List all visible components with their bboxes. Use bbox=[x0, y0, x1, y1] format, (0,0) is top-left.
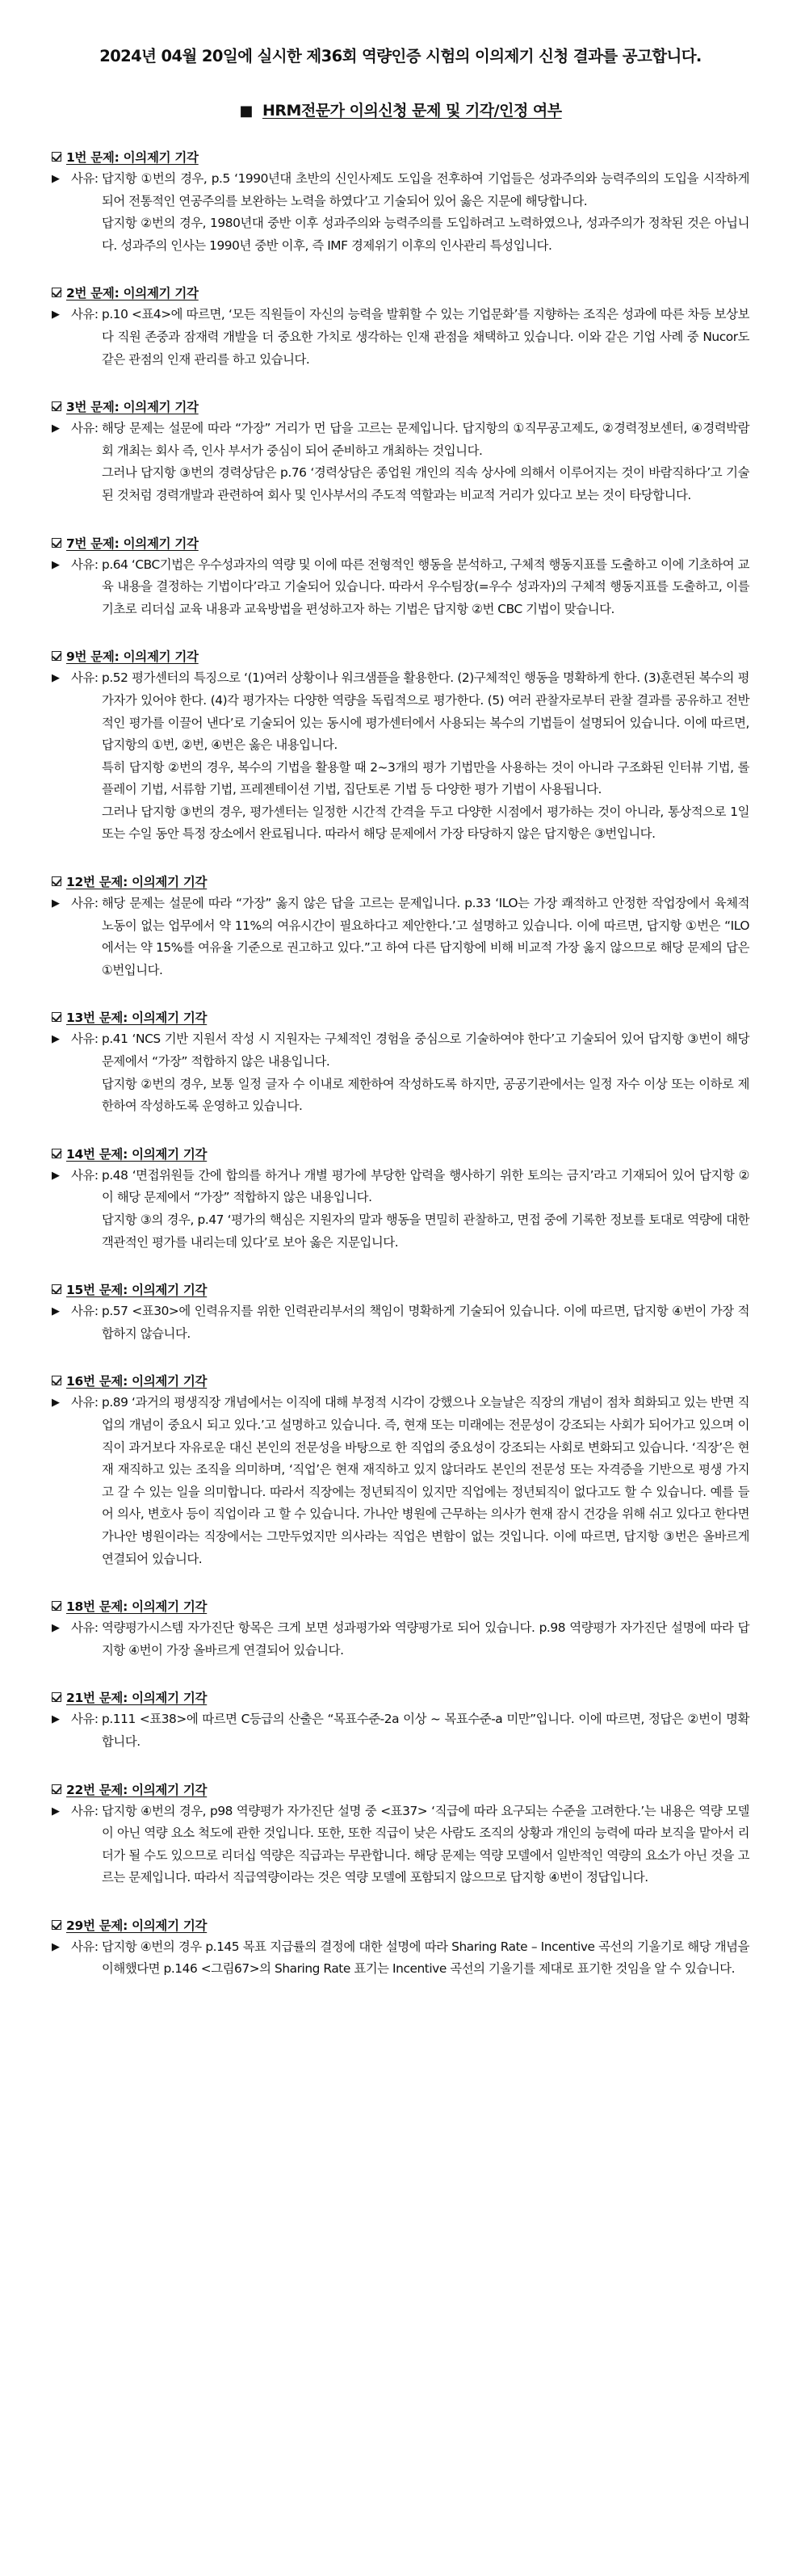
checkbox-checked-icon bbox=[52, 1149, 61, 1158]
reason-paragraph: 답지항 ③의 경우, p.47 ‘평가의 핵심은 지원자의 말과 행동을 면밀히 관찰하고, 면접 중에 기록한 정보를 토대로 역량에 대한 객관적인 평가를 내리는데 있다’로 보아 옳은 지문입니다. bbox=[102, 1212, 749, 1250]
item-heading bbox=[52, 647, 749, 665]
triangle-bullet-icon: ▶ bbox=[52, 672, 60, 685]
item-heading-text: 29번 문제: 이의제기 기각 bbox=[66, 1918, 208, 1933]
reason-block bbox=[52, 1301, 749, 1345]
reason-block bbox=[52, 304, 749, 371]
checkbox-checked-icon bbox=[52, 1601, 61, 1611]
objection-item bbox=[52, 1688, 749, 1753]
checkbox-checked-icon bbox=[52, 1692, 61, 1702]
item-heading bbox=[52, 1280, 749, 1298]
reason-block bbox=[52, 1028, 749, 1117]
item-heading bbox=[52, 1916, 749, 1934]
reason-label: 사유: bbox=[71, 1167, 103, 1183]
checkbox-checked-icon bbox=[52, 538, 61, 548]
item-heading-text: 14번 문제: 이의제기 기각 bbox=[66, 1146, 208, 1162]
reason-paragraph: p.111 <표38>에 따르면 C등급의 산출은 “목표수준-2a 이상 ~ 목표수준-a 미만”입니다. 이에 따르면, 정답은 ②번이 명확합니다. bbox=[102, 1712, 749, 1749]
reason-paragraph: 그러나 답지항 ③번의 경우, 평가센터는 일정한 시간적 간격을 두고 다양한 시점에서 평가하는 것이 아니라, 통상적으로 1일 또는 수일 동안 특정 장소에서 완료됩니다. 따라서 해당 문제에서 가장 타당하지 않은 답지항은 ③번입니다. bbox=[102, 804, 749, 842]
item-heading bbox=[52, 534, 749, 552]
reason-paragraph: 그러나 답지항 ③번의 경력상담은 p.76 ‘경력상담은 종업원 개인의 직속 상사에 의해서 이루어지는 것이 바람직하다’고 기술된 것처럼 경력개발과 관련하여 회사 및 인사부서의 주도적 역할과는 비교적 거리가 있다고 보는 것이 타당합니다. bbox=[102, 465, 749, 502]
triangle-bullet-icon: ▶ bbox=[52, 558, 60, 571]
reason-paragraph: p.52 평가센터의 특징으로 ‘(1)여러 상황이나 워크샘플을 활용한다. (2)구체적인 행동을 명확하게 한다. (3)훈련된 복수의 평가자가 있어야 한다. (4)각 평가자는 다양한 역량을 독립적으로 평가한다. (5) 여러 관찰자로부터 관찰 결과를 공유하고 전반적인 평가를 이끌어 낸다’로 기술되어 있는 동시에 평가센터에서 사용되는 복수의 기법들이 설명되어 있습니다. 이에 따르면, 답지항의 ①번, ②번, ④번은 옳은 내용입니다. bbox=[102, 670, 749, 753]
item-heading-text: 2번 문제: 이의제기 기각 bbox=[66, 286, 199, 301]
reason-paragraph: 답지항 ①번의 경우, p.5 ‘1990년대 초반의 신인사제도 도입을 전후하여 기업들은 성과주의와 능력주의의 도입을 시작하게 되어 전통적인 연공주의를 보완하는 노력을 하였다’고 기술되어 있어 옳은 지문에 해당합니다. bbox=[102, 171, 749, 208]
checkbox-checked-icon bbox=[52, 401, 61, 411]
reason-label: 사유: bbox=[71, 896, 103, 911]
triangle-bullet-icon: ▶ bbox=[52, 1805, 60, 1817]
reason-label: 사유: bbox=[71, 1395, 103, 1410]
objection-item bbox=[52, 1597, 749, 1662]
item-heading-text: 7번 문제: 이의제기 기각 bbox=[66, 536, 199, 551]
reason-label: 사유: bbox=[71, 1304, 103, 1319]
reason-paragraph: 답지항 ④번의 경우, p98 역량평가 자가진단 설명 중 <표37> ‘직급에 따라 요구되는 수준을 고려한다.’는 내용은 역량 모델이 아닌 역량 요소 척도에 관한 것입니다. 또한, 또한 직급이 낮은 사람도 조직의 상황과 개인의 능력에 따라 보직을 맡아서 리더가 될 수도 있으므로 리더십 역량은 직급과는 무관합니다. 해당 문제는 역량 모델에서 일반적인 역량의 요소가 아닌 것을 고르는 문제입니다. 따라서 직급역량이라는 것은 역량 모델에 포함되지 않으므로 답지항 ④번이 정답입니다. bbox=[102, 1803, 749, 1885]
item-heading bbox=[52, 1780, 749, 1798]
checkbox-checked-icon bbox=[52, 288, 61, 297]
reason-block bbox=[52, 1708, 749, 1753]
reason-block bbox=[52, 1801, 749, 1889]
triangle-bullet-icon: ▶ bbox=[52, 897, 60, 910]
objection-item bbox=[52, 1916, 749, 1981]
reason-label: 사유: bbox=[71, 307, 103, 322]
reason-block bbox=[52, 554, 749, 621]
reason-paragraph: p.48 ‘면접위원들 간에 합의를 하거나 개별 평가에 부당한 압력을 행사하기 위한 토의는 금지’라고 기재되어 있어 답지항 ②이 해당 문제에서 “가장” 적합하지 않은 내용입니다. bbox=[102, 1167, 749, 1205]
reason-paragraph: 해당 문제는 설문에 따라 “가장” 거리가 먼 답을 고르는 문제입니다. 답지항의 ①직무공고제도, ②경력정보센터, ④경력박람회 개최는 회사 즉, 인사 부서가 중심이 되어 준비하고 개최하는 것입니다. bbox=[102, 421, 749, 458]
reason-paragraph: 답지항 ②번의 경우, 1980년대 중반 이후 성과주의와 능력주의를 도입하려고 노력하였으나, 성과주의가 정착된 것은 아닙니다. 성과주의 인사는 1990년 중반 이후, 즉 IMF 경제위기 이후의 인사관리 특성입니다. bbox=[102, 216, 749, 253]
reason-block bbox=[52, 667, 749, 846]
reason-label: 사유: bbox=[71, 1803, 103, 1818]
item-heading bbox=[52, 872, 749, 890]
section-title bbox=[52, 99, 749, 120]
item-heading bbox=[52, 1372, 749, 1389]
triangle-bullet-icon: ▶ bbox=[52, 1305, 60, 1318]
item-heading bbox=[52, 284, 749, 301]
checkbox-checked-icon bbox=[52, 1920, 61, 1930]
checkbox-checked-icon bbox=[52, 152, 61, 162]
objection-item bbox=[52, 1280, 749, 1345]
reason-label: 사유: bbox=[71, 1032, 103, 1047]
triangle-bullet-icon: ▶ bbox=[52, 1397, 60, 1410]
objection-item bbox=[52, 872, 749, 981]
triangle-bullet-icon: ▶ bbox=[52, 1622, 60, 1635]
reason-block bbox=[52, 418, 749, 506]
triangle-bullet-icon: ▶ bbox=[52, 1713, 60, 1726]
reason-paragraph: p.10 <표4>에 따르면, ‘모든 직원들이 자신의 능력을 발휘할 수 있는 기업문화’를 지향하는 조직은 성과에 따른 차등 보상보다 직원 존중과 잠재력 개발을 더 중요한 가치로 생각하는 인재 관점을 채택하고 있습니다. 이와 같은 기업 사례 중 Nucor도 같은 관점의 인재 관리를 하고 있습니다. bbox=[102, 307, 749, 367]
reason-paragraph: p.89 ‘과거의 평생직장 개념에서는 이직에 대해 부정적 시각이 강했으나 오늘날은 직장의 개념이 점차 희화되고 있는 반면 직업의 개념이 중요시 되고 있다.’고 설명하고 있습니다. 즉, 현재 또는 미래에는 전문성이 강조되는 사회가 되어가고 있으며 이직이 과거보다 자유로운 대신 본인의 전문성을 바탕으로 한 직업의 중요성이 강조되는 사회로 변화되고 있습니다. ‘직장’은 현재 재직하고 있는 조직을 의미하며, ‘직업’은 현재 재직하고 있지 않더라도 본인의 전문성 또는 자격증을 기반으로 평생 가지고 갈 수 있는 일을 의미합니다. 따라서 직장에는 정년퇴직이 있지만 직업에는 정년퇴직이 없다고도 할 수 있습니다. 예를 들어 의사, 변호사 등이 직업이라 고 할 수 있습니다. 가나안 병원에 근무하는 의사가 현재 잠시 건강을 위해 쉬고 있다고 한다면 가나안 병원이라는 직장에서는 그만두었지만 의사라는 직업은 변함이 없는 것입니다. 이에 따르면, 답지항 ③번은 올바르게 연결되어 있습니다. bbox=[102, 1395, 749, 1566]
objection-item bbox=[52, 647, 749, 846]
objection-list bbox=[52, 148, 749, 1981]
triangle-bullet-icon: ▶ bbox=[52, 422, 60, 435]
reason-label: 사유: bbox=[71, 421, 103, 436]
item-heading-text: 3번 문제: 이의제기 기각 bbox=[66, 400, 199, 415]
reason-label: 사유: bbox=[71, 670, 103, 686]
checkbox-checked-icon bbox=[52, 651, 61, 661]
item-heading-text: 1번 문제: 이의제기 기각 bbox=[66, 150, 199, 165]
objection-item bbox=[52, 1780, 749, 1889]
objection-item bbox=[52, 1372, 749, 1570]
objection-item bbox=[52, 284, 749, 371]
reason-paragraph: p.64 ‘CBC기법은 우수성과자의 역량 및 이에 따른 전형적인 행동을 분석하고, 구체적 행동지표를 도출하고 이에 기초하여 교육 내용을 결정하는 기법이다’라고 기술되어 있습니다. 따라서 우수팀장(=우수 성과자)의 구체적 행동지표를 도출하고, 이를 기초로 리더십 교육 내용과 교육방법을 편성하고자 하는 기법은 답지항 ②번 CBC 기법이 맞습니다. bbox=[102, 557, 749, 616]
item-heading-text: 21번 문제: 이의제기 기각 bbox=[66, 1691, 208, 1706]
reason-block bbox=[52, 1936, 749, 1981]
item-heading-text: 12번 문제: 이의제기 기각 bbox=[66, 875, 208, 890]
reason-block bbox=[52, 168, 749, 257]
checkbox-checked-icon bbox=[52, 1376, 61, 1385]
objection-item bbox=[52, 148, 749, 257]
checkbox-checked-icon bbox=[52, 1012, 61, 1022]
reason-block bbox=[52, 1165, 749, 1254]
item-heading bbox=[52, 1145, 749, 1162]
triangle-bullet-icon: ▶ bbox=[52, 309, 60, 321]
triangle-bullet-icon: ▶ bbox=[52, 1033, 60, 1046]
reason-paragraph: p.41 ‘NCS 기반 지원서 작성 시 지원자는 구체적인 경험을 중심으로 기술하여야 한다’고 기술되어 있어 답지항 ③번이 해당 문제에서 “가장” 적합하지 않은 내용입니다. bbox=[102, 1032, 749, 1069]
page-title: 2024년 04월 20일에 실시한 제36회 역량인증 시험의 이의제기 신청 결과를 공고합니다. bbox=[99, 47, 702, 65]
reason-label: 사유: bbox=[71, 1939, 103, 1954]
objection-item bbox=[52, 1008, 749, 1117]
item-heading-text: 13번 문제: 이의제기 기각 bbox=[66, 1011, 208, 1026]
checkbox-checked-icon bbox=[52, 1784, 61, 1794]
objection-item bbox=[52, 1145, 749, 1254]
reason-paragraph: 해당 문제는 설문에 따라 “가장” 옳지 않은 답을 고르는 문제입니다. p.33 ‘ILO는 가장 쾌적하고 안정한 작업장에서 육체적 노동이 없는 업무에서 약 11%의 여유시간이 필요하다고 제안한다.’고 설명하고 있습니다. 이에 따르면, 답지항 ①번은 “ILO에서는 약 15%를 여유율 기준으로 권고하고 있다.”고 하여 다른 답지항에 비해 비교적 가장 옳지 않으므로 해당 문제의 답은 ①번입니다. bbox=[102, 896, 749, 977]
reason-block bbox=[52, 1617, 749, 1662]
objection-item bbox=[52, 534, 749, 621]
item-heading bbox=[52, 1008, 749, 1026]
item-heading-text: 18번 문제: 이의제기 기각 bbox=[66, 1599, 208, 1615]
item-heading-text: 15번 문제: 이의제기 기각 bbox=[66, 1283, 208, 1298]
triangle-bullet-icon: ▶ bbox=[52, 1169, 60, 1182]
reason-label: 사유: bbox=[71, 1620, 103, 1636]
reason-paragraph: 특히 답지항 ②번의 경우, 복수의 기법을 활용할 때 2~3개의 평가 기법만을 사용하는 것이 아니라 구조화된 인터뷰 기법, 롤플레이 기법, 서류함 기법, 프레젠테이션 기법, 집단토론 기법 등 다양한 평가 기법이 사용됩니다. bbox=[102, 759, 749, 797]
triangle-bullet-icon: ▶ bbox=[52, 1940, 60, 1953]
item-heading bbox=[52, 1688, 749, 1706]
square-bullet-icon: ■ bbox=[239, 103, 253, 120]
item-heading-text: 9번 문제: 이의제기 기각 bbox=[66, 649, 199, 665]
item-heading-text: 22번 문제: 이의제기 기각 bbox=[66, 1782, 208, 1797]
item-heading bbox=[52, 1597, 749, 1615]
reason-block bbox=[52, 1392, 749, 1570]
checkbox-checked-icon bbox=[52, 1284, 61, 1294]
item-heading bbox=[52, 148, 749, 166]
reason-label: 사유: bbox=[71, 1712, 103, 1727]
reason-paragraph: 답지항 ②번의 경우, 보통 일정 글자 수 이내로 제한하여 작성하도록 하지만, 공공기관에서는 일정 자수 이상 또는 이하로 제한하여 작성하도록 운영하고 있습니다. bbox=[102, 1076, 749, 1114]
objection-item bbox=[52, 397, 749, 506]
section-title-text: HRM전문가 이의신청 문제 및 기각/인정 여부 bbox=[262, 102, 562, 120]
reason-label: 사유: bbox=[71, 557, 103, 572]
triangle-bullet-icon: ▶ bbox=[52, 173, 60, 185]
item-heading-text: 16번 문제: 이의제기 기각 bbox=[66, 1374, 208, 1389]
checkbox-checked-icon bbox=[52, 876, 61, 886]
reason-block bbox=[52, 893, 749, 981]
reason-paragraph: p.57 <표30>에 인력유지를 위한 인력관리부서의 책임이 명확하게 기술되어 있습니다. 이에 따르면, 답지항 ④번이 가장 적합하지 않습니다. bbox=[102, 1304, 749, 1341]
reason-paragraph: 역량평가시스템 자가진단 항목은 크게 보면 성과평가와 역량평가로 되어 있습니다. p.98 역량평가 자가진단 설명에 따라 답지항 ④번이 가장 올바르게 연결되어 있습니다. bbox=[102, 1620, 749, 1658]
reason-label: 사유: bbox=[71, 171, 103, 186]
reason-paragraph: 답지항 ④번의 경우 p.145 목표 지급률의 결정에 대한 설명에 따라 Sharing Rate – Incentive 곡선의 기울기로 해당 개념을 이해했다면 p.146 <그림67>의 Sharing Rate 표기는 Incentive 곡선의 기울기를 제대로 표기한 것임을 알 수 있습니다. bbox=[102, 1939, 749, 1977]
item-heading bbox=[52, 397, 749, 415]
